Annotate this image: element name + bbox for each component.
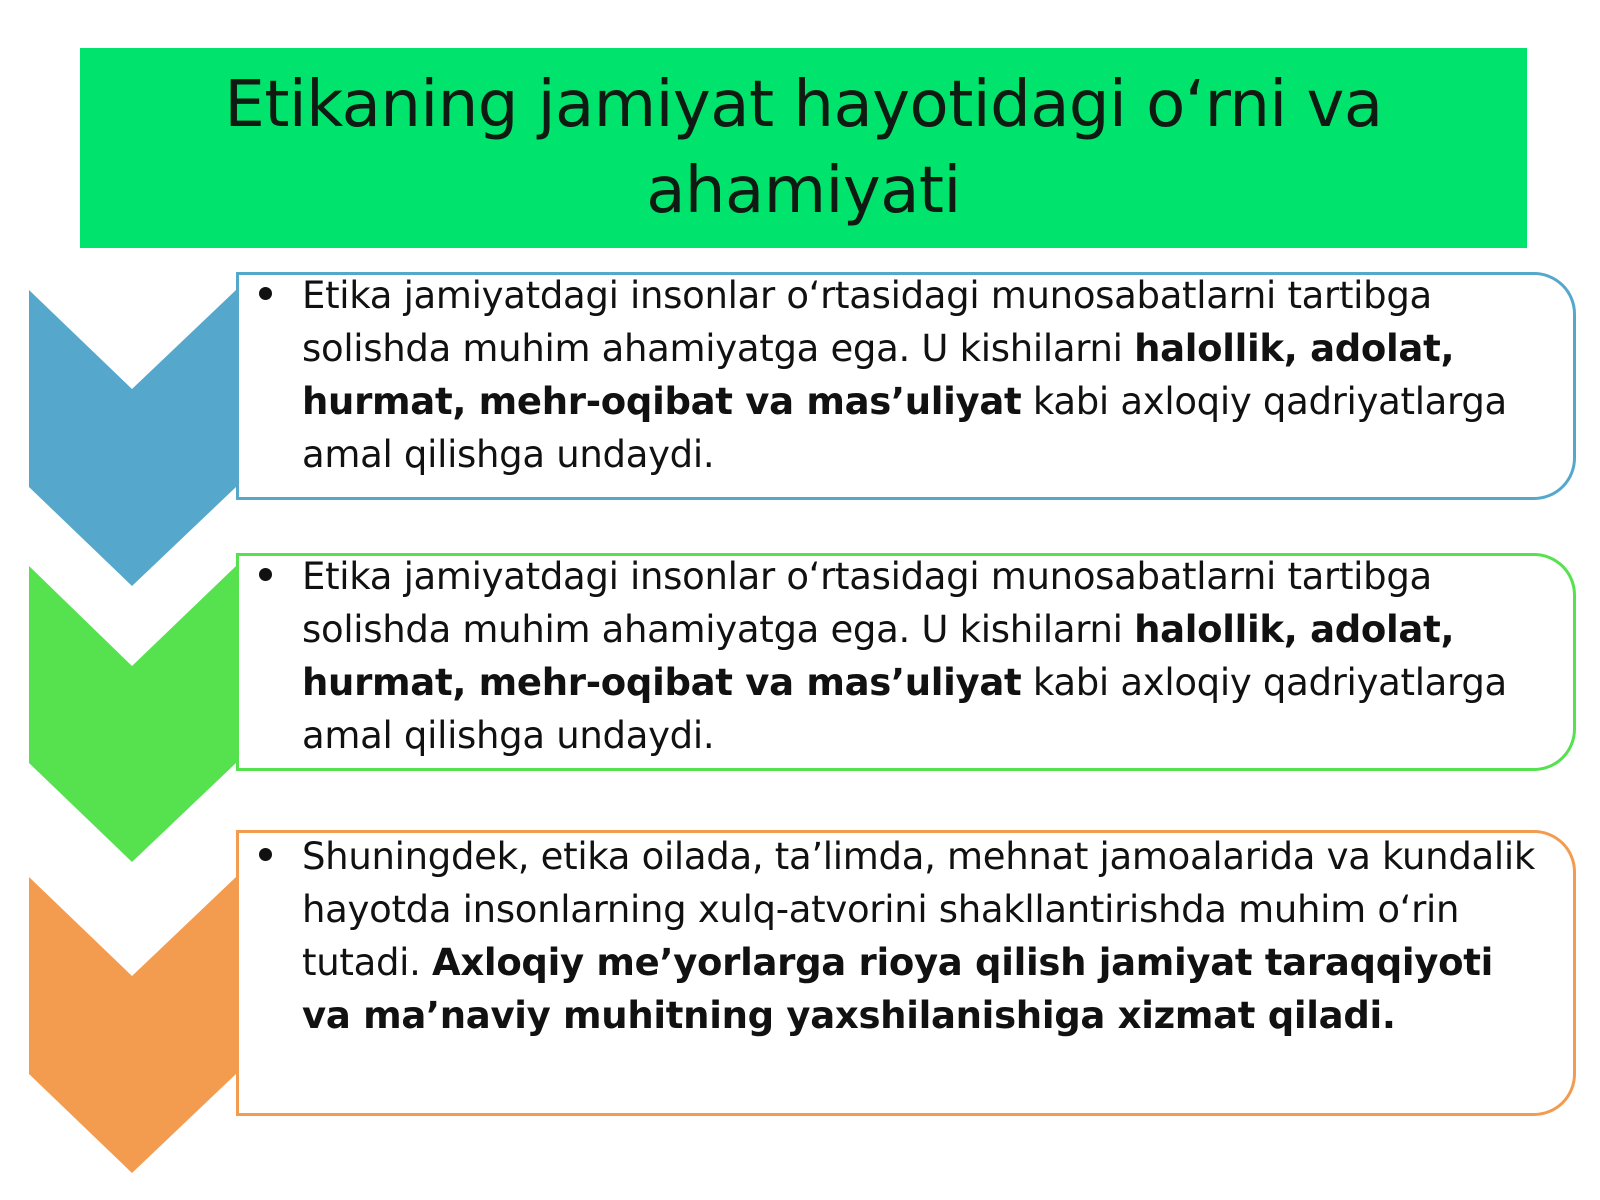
bullet-dot-icon <box>259 287 272 300</box>
bullet-2-text-bold: halollik, adolat, hurmat, mehr-oqibat va mas’uliyat <box>302 608 1455 704</box>
content-card-2 <box>236 553 1576 771</box>
bullet-list-1 <box>239 269 1573 481</box>
bullet-1-text-a: Etika jamiyatdagi insonlar o‘rtasidagi munosabatlarni tartibga solishda muhim ahamiyatga ega. U kishilarni <box>302 274 1432 370</box>
chevron-orange-icon <box>29 877 236 1173</box>
bullet-1-text-b: kabi axloqiy qadriyatlarga amal qilishga undaydi. <box>302 380 1507 476</box>
bullet-list-3 <box>239 830 1573 1042</box>
bullet-item-1 <box>239 269 1573 481</box>
bullet-3-text-bold: Axloqiy me’yorlarga rioya qilish jamiyat taraqqiyoti va ma’naviy muhitning yaxshilanishiga xizmat qiladi. <box>302 941 1493 1037</box>
bullet-list-2 <box>239 550 1573 762</box>
bullet-1-text-bold: halollik, adolat, hurmat, mehr-oqibat va mas’uliyat <box>302 327 1455 423</box>
bullet-2-text-a: Etika jamiyatdagi insonlar o‘rtasidagi munosabatlarni tartibga solishda muhim ahamiyatga ega. U kishilarni <box>302 555 1432 651</box>
chevron-green-icon <box>29 566 236 862</box>
bullet-dot-icon <box>259 848 272 861</box>
chevron-blue-icon <box>29 290 236 586</box>
bullet-2-text-b: kabi axloqiy qadriyatlarga amal qilishga undaydi. <box>302 661 1507 757</box>
bullet-item-2 <box>239 550 1573 762</box>
bullet-3-text-a: Shuningdek, etika oilada, ta’limda, mehnat jamoalarida va kundalik hayotda insonlarning xulq-atvorini shakllantirishda muhim o‘rin tutadi. <box>302 835 1535 984</box>
chevron-arrows <box>0 0 240 1200</box>
bullet-dot-icon <box>259 568 272 581</box>
content-card-3 <box>236 830 1576 1116</box>
content-card-1 <box>236 272 1576 500</box>
slide-title-banner <box>80 48 1527 248</box>
slide-title: Etikaning jamiyat hayotidagi o‘rni va ahamiyati <box>224 68 1383 228</box>
bullet-item-3 <box>239 830 1573 1042</box>
